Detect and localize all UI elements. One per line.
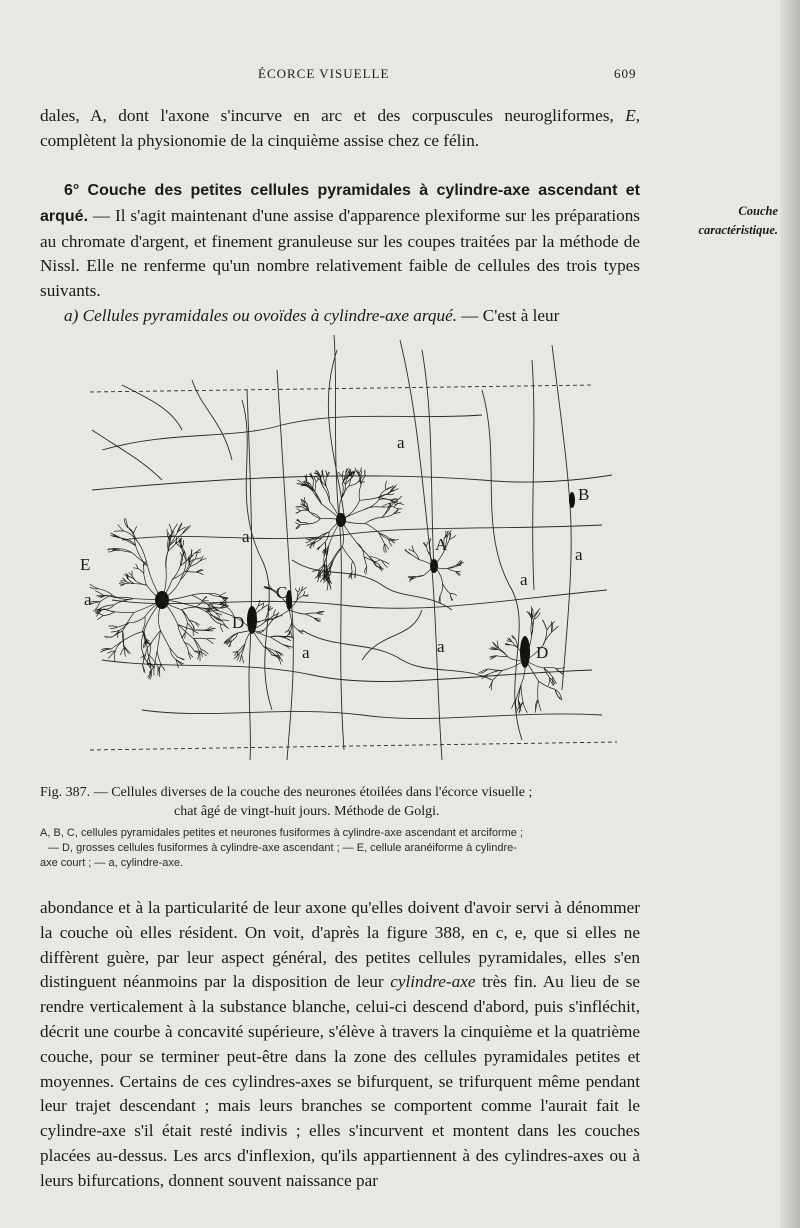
layer-boundary-bottom: [90, 742, 617, 750]
page-edge-shadow: [780, 0, 800, 1228]
caption-fig-number: Fig. 387.: [40, 785, 91, 800]
paragraph-top-text-after: , complètent la physionomie de la cinquième assise chez ce félin.: [40, 106, 640, 150]
figure-label: B: [578, 485, 590, 504]
figure-label: a: [437, 637, 445, 656]
golgi-neuron-illustration: [82, 330, 622, 770]
paragraph-top-text-before: dales, A, dont l'axone s'incurve en arc et des corpuscules neurogliformes,: [40, 106, 626, 125]
subsection-tail: — C'est à leur: [457, 305, 560, 325]
section-title: Couche des petites cellules pyramidales à cylindre-axe ascendant et arqué.: [40, 182, 640, 225]
caption-text-2: chat âgé de vingt-huit jours. Méthode de Golgi.: [174, 804, 440, 819]
subsection-label: a): [64, 305, 79, 325]
running-title: ÉCORCE VISUELLE: [258, 66, 390, 81]
figure-label: a: [520, 570, 528, 589]
figure-label: D: [232, 613, 245, 632]
legend-line-2: — D, grosses cellules fusiformes à cylindre-axe ascendant ; — E, cellule aranéiforme à cylindre-: [48, 842, 517, 854]
paragraph-bottom: [40, 896, 640, 1194]
figure-label: D: [536, 643, 549, 662]
cell-body-B: [569, 492, 575, 508]
subsection-title: Cellules pyramidales ou ovoïdes à cylindre-axe arqué.: [82, 305, 457, 325]
legend-line-3: axe court ; — a, cylindre-axe.: [40, 857, 184, 869]
section-body: — Il s'agit maintenant d'une assise d'apparence plexiforme sur les préparations au chromate d'argent, et finement granuleuse sur les coupes traitées par la méthode de Nissl. Elle ne renferme qu'un nombre relativement faible de cellules des trois types suivants.: [40, 205, 640, 301]
paragraph-bottom-italic: cylindre-axe: [390, 972, 476, 992]
section-6: [40, 178, 640, 329]
figure-387: [82, 330, 622, 770]
figure-label: C: [276, 583, 288, 602]
caption-text-1: — Cellules diverses de la couche des neurones étoilées dans l'écorce visuelle ;: [90, 785, 533, 800]
figure-legend: [40, 826, 660, 871]
paragraph-bottom-part-1: abondance et à la particularité de leur axone qu'elles doivent d'avoir servi à dénommer la couche où elles résident. On voit, d'après la figure 388, en c, e, que si elles ne diffèrent guère, par leur aspect général, des petites cellules pyramidales, elles s'en distinguent néanmoins par la disposition de leur: [40, 898, 640, 992]
figure-label: a: [397, 433, 405, 452]
figure-label: E: [80, 555, 91, 574]
page-number: 609: [614, 66, 637, 81]
layer-boundary-top: [90, 385, 594, 392]
figure-label: a: [575, 545, 583, 564]
paragraph-top-italic: E: [625, 106, 636, 125]
paragraph-bottom-part-2: très fin. Au lieu de se rendre verticalement à la substance blanche, celui-ci descend d'abord, puis s'infléchit, décrit une courbe à concavité supérieure, s'élève à travers la cinquième et la quatrième couche, pour se terminer peut-être dans la zone des cellules pyramidales petites et moyennes. Certains de ces cylindres-axes se bifurquent, se trifurquent même pendant leur trajet descendant ; mais leurs branches se comportent comme l'aurait fait le cylindre-axe s'il était resté indivis ; elles s'incurvent et montent dans les couches placées au-dessus. Les arcs d'inflexion, qu'ils appartiennent à des cylindres-axes ou à leurs bifurcations, donnent souvent naissance par: [40, 972, 641, 1190]
figure-label: a: [84, 590, 92, 609]
section-number: 6°: [64, 182, 80, 199]
figure-label: a: [302, 643, 310, 662]
figure-caption: [40, 783, 652, 821]
paragraph-top: [40, 104, 640, 154]
figure-label: a: [242, 527, 250, 546]
margin-note: Couche caractéristique.: [698, 204, 778, 237]
legend-line-1: A, B, C, cellules pyramidales petites et neurones fusiformes à cylindre-axe ascendant et arciforme ;: [40, 827, 524, 839]
figure-label: A: [435, 535, 448, 554]
running-header: [0, 66, 800, 86]
